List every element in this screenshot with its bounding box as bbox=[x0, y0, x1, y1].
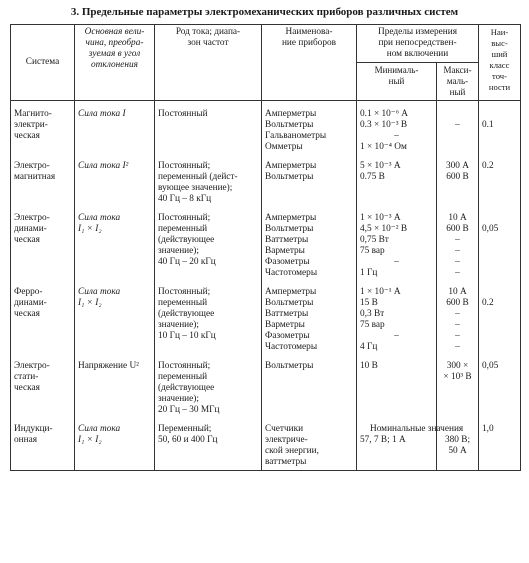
instrument-cell: Амперметры Вольтметры Гальванометры Омметры bbox=[262, 101, 357, 156]
instrument-cell: Амперметры Вольтметры bbox=[262, 159, 357, 207]
quantity-cell: Сила тока I bbox=[75, 101, 155, 156]
quantity-cell: Напряжение U² bbox=[75, 359, 155, 418]
min-cell: 5 × 10⁻³ А 0.75 В bbox=[357, 159, 437, 207]
current-cell: Постоянный; переменный (действующее значение); 40 Гц – 20 кГц bbox=[155, 211, 262, 281]
header-instrument: Наименова- ние приборов bbox=[262, 25, 357, 101]
system-cell: Электро- магнитная bbox=[11, 159, 75, 207]
quantity-cell: Сила тока I₁ × I₂ bbox=[75, 211, 155, 281]
min-cell: 1 × 10⁻³ А 4,5 × 10⁻² В 0,75 Вт 75 вар – 1 Гц bbox=[357, 211, 437, 281]
min-cell: 1 × 10⁻¹ А 15 В 0,3 Вт 75 вар – 4 Гц bbox=[357, 285, 437, 355]
instrument-cell: Вольтметры bbox=[262, 359, 357, 418]
header-min: Минималь- ный bbox=[357, 63, 437, 101]
table-row bbox=[11, 285, 521, 355]
header-class: Наи- выс- ший класс точ- ности bbox=[479, 25, 521, 101]
system-cell: Электро- стати- ческая bbox=[11, 359, 75, 418]
table-row bbox=[11, 211, 521, 281]
class-cell: 0,05 bbox=[479, 359, 521, 418]
max-cell: – bbox=[437, 101, 479, 156]
table-row bbox=[11, 359, 521, 418]
quantity-cell: Сила тока I₁ × I₂ bbox=[75, 422, 155, 471]
instrument-cell: Амперметры Вольтметры Ваттметры Варметры Фазометры Частотомеры bbox=[262, 211, 357, 281]
min-cell: 0.1 × 10⁻⁶ А 0.3 × 10⁻³ В – 1 × 10⁻⁴ Ом bbox=[357, 101, 437, 156]
max-cell: 300 × × 10³ В bbox=[437, 359, 479, 418]
quantity-cell: Сила тока I² bbox=[75, 159, 155, 207]
class-cell: 1,0 bbox=[479, 422, 521, 471]
header-quantity: Основная вели- чина, преобра- зуемая в угол отклонения bbox=[75, 25, 155, 101]
header-system: Система bbox=[11, 25, 75, 101]
class-cell: 0.2 bbox=[479, 159, 521, 207]
table-row bbox=[11, 101, 521, 156]
current-cell: Постоянный; переменный (действующее значение); 10 Гц – 10 кГц bbox=[155, 285, 262, 355]
class-cell: 0.1 bbox=[479, 101, 521, 156]
class-cell: 0,05 bbox=[479, 211, 521, 281]
min-cell: Номинальные значения 57, 7 В; 1 А bbox=[357, 422, 437, 471]
max-cell: 10 А 600 В – – – – bbox=[437, 285, 479, 355]
table-row bbox=[11, 422, 521, 471]
max-cell: 380 В; 50 А bbox=[437, 422, 479, 471]
table-row bbox=[11, 159, 521, 207]
merged-note: Номинальные значения bbox=[370, 424, 464, 434]
quantity-cell: Сила тока I₁ × I₂ bbox=[75, 285, 155, 355]
system-cell: Индукци- онная bbox=[11, 422, 75, 471]
header-limits: Пределы измерения при непосредствен- ном включении bbox=[357, 25, 479, 63]
current-cell: Переменный; 50, 60 и 400 Гц bbox=[155, 422, 262, 471]
header-max: Макси- маль- ный bbox=[437, 63, 479, 101]
max-cell: 10 А 600 В – – – – bbox=[437, 211, 479, 281]
class-cell: 0.2 bbox=[479, 285, 521, 355]
system-cell: Электро- динами- ческая bbox=[11, 211, 75, 281]
header-current-kind: Род тока; диапа- зон частот bbox=[155, 25, 262, 101]
system-cell: Магнито- электри- ческая bbox=[11, 101, 75, 156]
max-cell: 300 А 600 В bbox=[437, 159, 479, 207]
current-cell: Постоянный bbox=[155, 101, 262, 156]
instrument-cell: Амперметры Вольтметры Ваттметры Варметры Фазометры Частотомеры bbox=[262, 285, 357, 355]
current-cell: Постоянный; переменный (действующее значение); 20 Гц – 30 МГц bbox=[155, 359, 262, 418]
current-cell: Постоянный; переменный (дейст- вующее значение); 40 Гц – 8 кГц bbox=[155, 159, 262, 207]
system-cell: Ферро- динами- ческая bbox=[11, 285, 75, 355]
limits-table bbox=[10, 24, 521, 471]
instrument-cell: Счетчики электриче- ской энергии, ваттметры bbox=[262, 422, 357, 471]
min-cell: 10 В bbox=[357, 359, 437, 418]
table-title: 3. Предельные параметры электромеханических приборов различных систем bbox=[70, 6, 459, 18]
